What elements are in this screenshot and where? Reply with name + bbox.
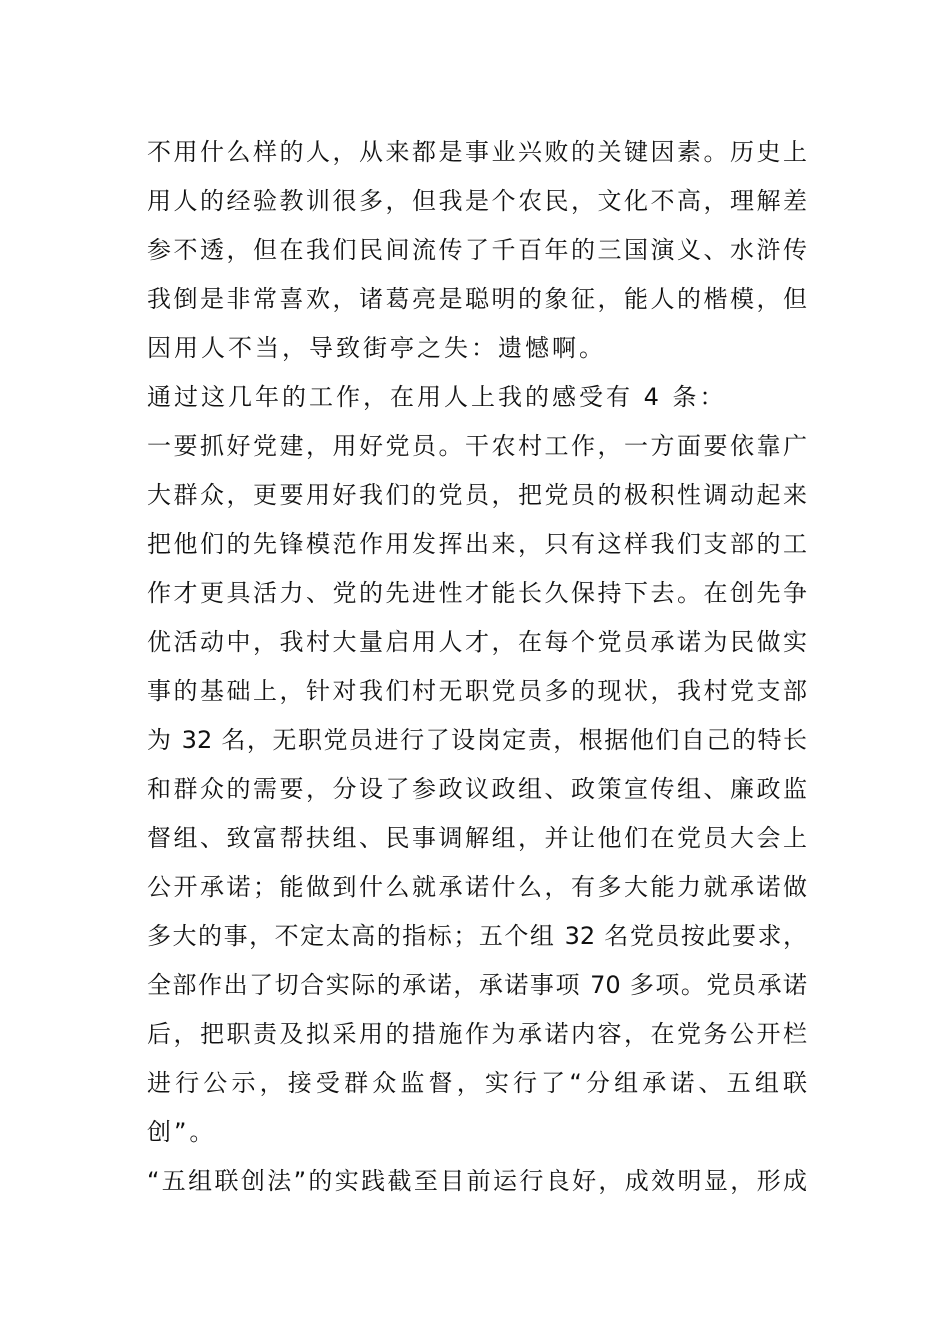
text-line: 把他们的先锋模范作用发挥出来，只有这样我们支部的工 bbox=[147, 530, 807, 558]
text-line: 全部作出了切合实际的承诺，承诺事项 70 多项。党员承诺 bbox=[147, 971, 807, 999]
text-line: 为 32 名，无职党员进行了设岗定责，根据他们自己的特长 bbox=[147, 726, 807, 754]
text-line: 用人的经验教训很多，但我是个农民，文化不高，理解差 bbox=[147, 187, 807, 215]
text-line: 作才更具活力、党的先进性才能长久保持下去。在创先争 bbox=[147, 579, 807, 607]
text-line: 我倒是非常喜欢，诸葛亮是聪明的象征，能人的楷模，但 bbox=[147, 285, 807, 313]
body-text bbox=[147, 128, 807, 1206]
text-line: 通过这几年的工作，在用人上我的感受有 4 条： bbox=[147, 383, 727, 411]
text-line: 创”。 bbox=[147, 1118, 217, 1146]
text-line: 公开承诺；能做到什么就承诺什么，有多大能力就承诺做 bbox=[147, 873, 807, 901]
text-line: 参不透，但在我们民间流传了千百年的三国演义、水浒传 bbox=[147, 236, 807, 264]
text-line: 进行公示，接受群众监督，实行了“分组承诺、五组联 bbox=[147, 1069, 807, 1097]
text-line: 督组、致富帮扶组、民事调解组，并让他们在党员大会上 bbox=[147, 824, 807, 852]
text-line: 因用人不当，导致街亭之失：遗憾啊。 bbox=[147, 334, 606, 362]
text-line: 一要抓好党建，用好党员。干农村工作，一方面要依靠广 bbox=[147, 432, 807, 460]
text-line: 多大的事，不定太高的指标；五个组 32 名党员按此要求， bbox=[147, 922, 807, 950]
text-line: 不用什么样的人，从来都是事业兴败的关键因素。历史上 bbox=[147, 138, 807, 166]
text-line: 优活动中，我村大量启用人才，在每个党员承诺为民做实 bbox=[147, 628, 807, 656]
text-line: “五组联创法”的实践截至目前运行良好，成效明显，形成 bbox=[147, 1167, 807, 1195]
text-line: 大群众，更要用好我们的党员，把党员的极积性调动起来 bbox=[147, 481, 807, 509]
text-line: 后，把职责及拟采用的措施作为承诺内容，在党务公开栏 bbox=[147, 1020, 807, 1048]
text-line: 和群众的需要，分设了参政议政组、政策宣传组、廉政监 bbox=[147, 775, 807, 803]
text-line: 事的基础上，针对我们村无职党员多的现状，我村党支部 bbox=[147, 677, 807, 705]
